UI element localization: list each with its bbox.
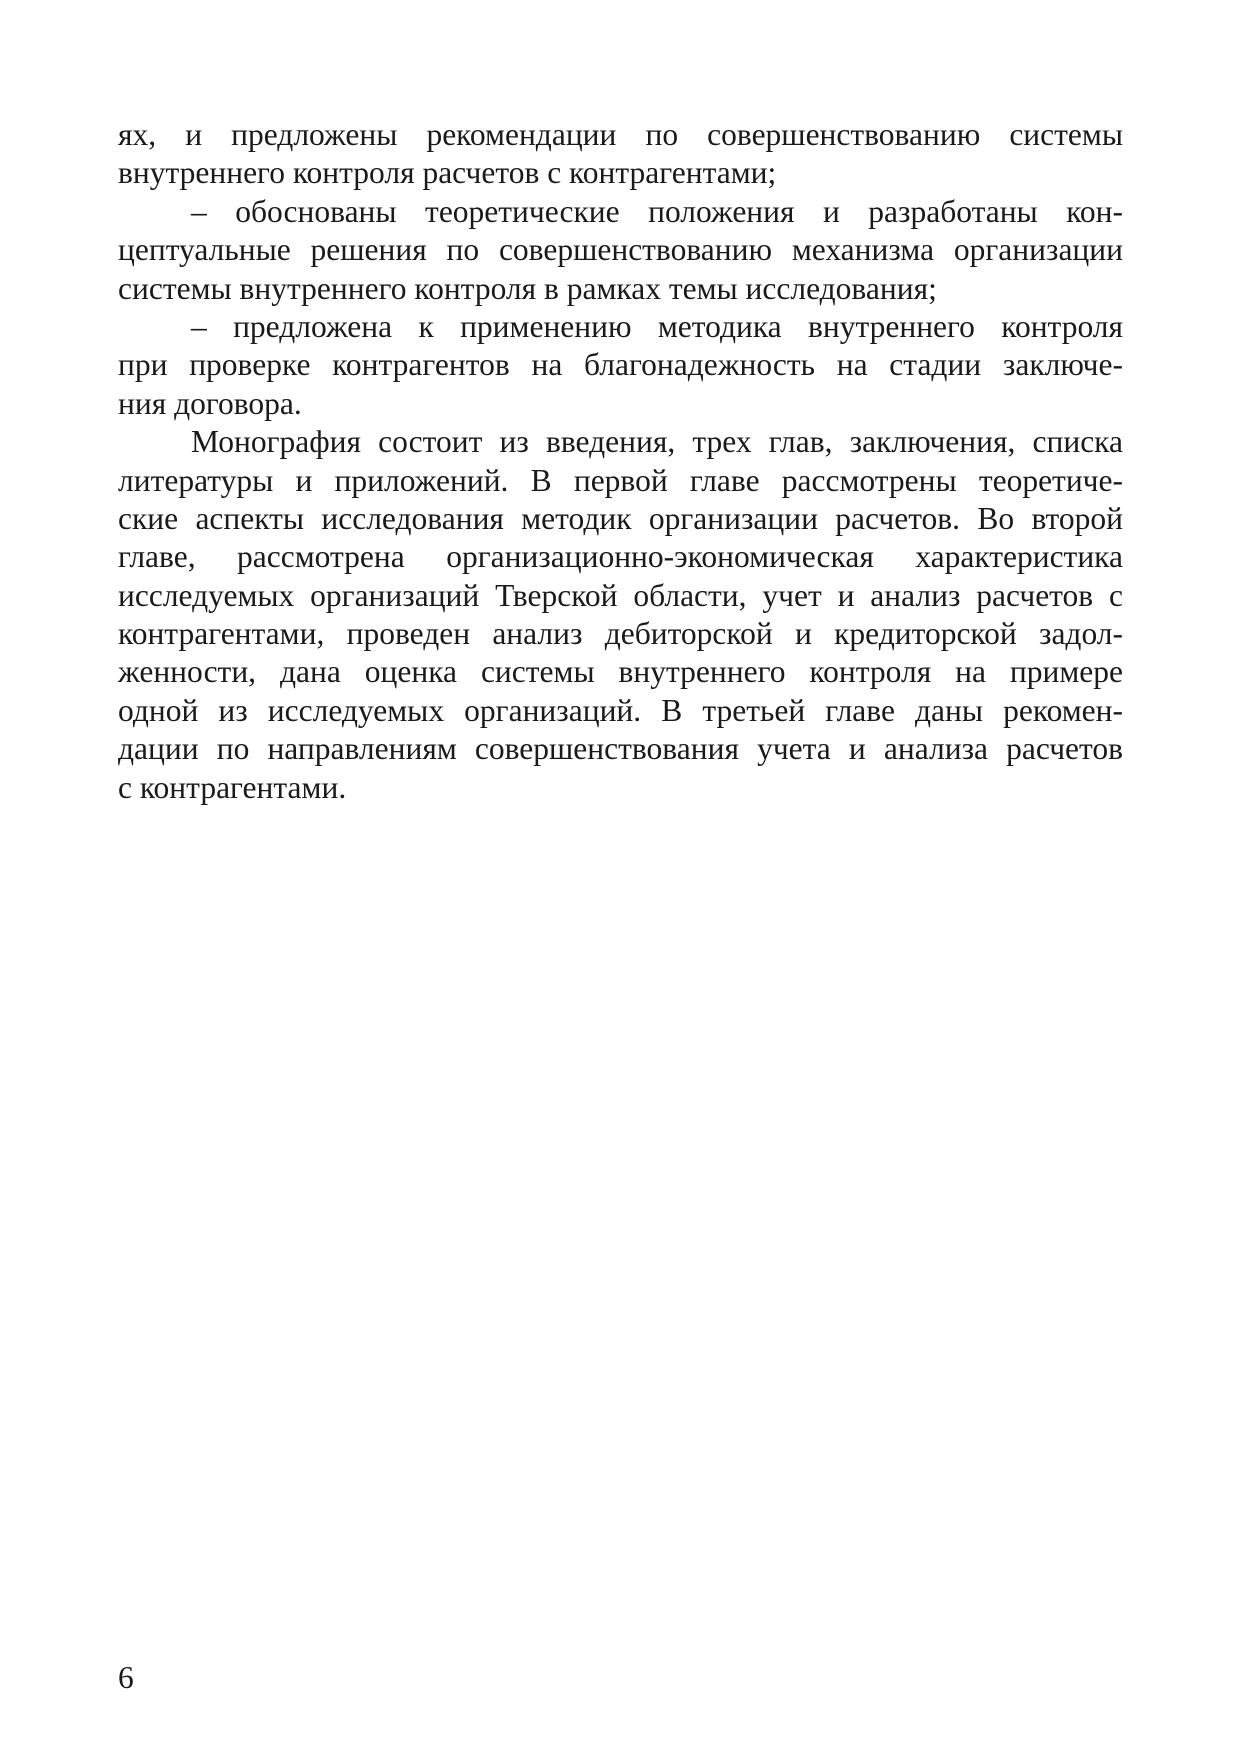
list-item xyxy=(118,308,1123,423)
page-number: 6 xyxy=(118,1660,134,1695)
text-line: главе, рассмотрена организационно-экономическая характеристика xyxy=(118,539,1123,575)
text-line: одной из исследуемых организаций. В третьей главе даны рекомен- xyxy=(118,692,1123,728)
text-line: контрагентами, проведен анализ дебиторской и кредиторской задол- xyxy=(118,616,1123,652)
text-line: – предложена к применению методика внутреннего контроля xyxy=(191,308,1123,344)
text-line: внутреннего контроля расчетов с контрагентами; xyxy=(118,155,777,191)
text-line: системы внутреннего контроля в рамках темы исследования; xyxy=(118,270,937,306)
text-line: – обоснованы теоретические положения и разработаны кон- xyxy=(191,193,1123,229)
text-line: дации по направлениям совершенствования учета и анализа расчетов xyxy=(118,731,1123,767)
text-line: с контрагентами. xyxy=(118,769,347,805)
text-line: ские аспекты исследования методик организации расчетов. Во второй xyxy=(118,500,1123,536)
text-line: женности, дана оценка системы внутреннего контроля на примере xyxy=(118,654,1123,690)
page-body xyxy=(118,116,1123,807)
text-line: Монография состоит из введения, трех глав, заключения, списка xyxy=(191,424,1123,460)
text-line: исследуемых организаций Тверской области, учет и анализ расчетов с xyxy=(118,577,1123,613)
list-item xyxy=(118,193,1123,308)
text-line: ния договора. xyxy=(118,385,302,421)
text-line: при проверке контрагентов на благонадежность на стадии заключе- xyxy=(118,347,1123,383)
text-line: литературы и приложений. В первой главе рассмотрены теоретиче- xyxy=(118,462,1123,498)
text-line: ях, и предложены рекомендации по совершенствованию системы xyxy=(118,117,1123,152)
list-item-continuation xyxy=(118,116,1123,193)
text-line: цептуальные решения по совершенствованию механизма организации xyxy=(118,232,1123,268)
paragraph xyxy=(118,423,1123,807)
